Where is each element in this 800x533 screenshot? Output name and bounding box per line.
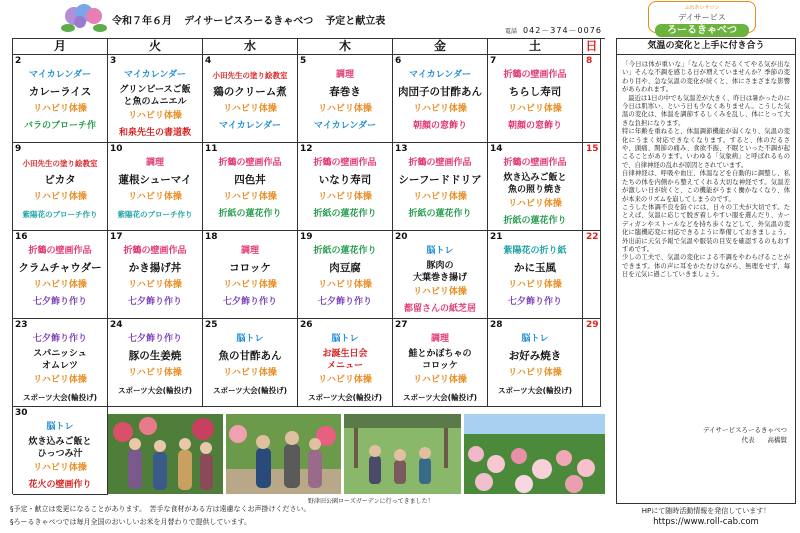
menu-item: 肉豆腐	[329, 262, 361, 274]
activity-item: 折鶴の壁画作品	[313, 158, 377, 168]
weekday-thu: 木	[298, 39, 393, 55]
day-schedule	[203, 155, 297, 223]
website-note: HPにて随時活動情報を発信しています！	[641, 507, 771, 515]
day-cell	[108, 319, 203, 407]
activity-item: 折鶴の壁画作品	[503, 70, 567, 80]
day-schedule	[488, 331, 582, 399]
menu-item: 炊き込みご飯と ひっつみ汁	[28, 437, 92, 459]
day-cell	[298, 231, 393, 319]
weekday-sun: 日	[583, 39, 601, 55]
activity-item: 花火の壁画作り	[28, 480, 92, 490]
phone-value: 042－374－0076	[523, 26, 602, 35]
column-paragraph: 最近は1日の中でも気温差が大きく、昨日は暑かったのに今日は肌寒い、という日も少なくありません。こうした気温の変化は、体温を調節するしくみを乱し、体にとって大きな負担になります。	[622, 94, 790, 127]
menu-item: 春巻き	[329, 86, 361, 98]
page-title	[112, 12, 385, 27]
activity-item: リハビリ体操	[413, 104, 467, 114]
day-number: 10	[110, 144, 123, 154]
day-schedule	[393, 155, 487, 223]
activity-item: 紫陽花のブローチ作り	[117, 210, 193, 219]
logo-line2: ろーるきゃべつ	[655, 24, 749, 37]
weekday-tue: 火	[108, 39, 203, 55]
day-cell	[203, 319, 298, 407]
activity-item: リハビリ体操	[33, 375, 87, 385]
activity-item: マイカレンダー	[409, 70, 471, 80]
column-paragraph: 少しの工夫で、気温の変化による不調をやわらげることができます。体の声に耳をかたむけながら、無理をせず、毎日を元気に過ごしていきましょう。	[622, 254, 790, 279]
weekday-fri: 金	[393, 39, 488, 55]
calendar-week-4	[13, 319, 605, 407]
activity-item: 調理	[430, 334, 449, 344]
day-schedule	[108, 243, 202, 311]
activity-item: リハビリ体操	[128, 111, 182, 121]
day-schedule	[488, 155, 582, 230]
menu-item: 肉団子の甘酢あん	[398, 86, 482, 98]
activity-item: マイカレンダー	[29, 70, 91, 80]
day-schedule	[488, 243, 582, 311]
weekday-mon: 月	[13, 39, 108, 55]
activity-item: 脳トレ	[331, 334, 359, 344]
day-schedule	[13, 331, 107, 406]
activity-item: 都留さんの紙芝居	[403, 304, 476, 314]
activity-item: リハビリ体操	[508, 280, 562, 290]
activity-item: リハビリ体操	[508, 104, 562, 114]
activity-item: 調理	[335, 70, 354, 80]
day-schedule	[298, 155, 392, 223]
day-number: 8	[586, 56, 593, 66]
sunday-cell	[583, 143, 601, 231]
day-cell	[393, 143, 488, 231]
menu-item: 炊き込みご飯と 魚の照り焼き	[503, 173, 567, 195]
day-number: 28	[490, 320, 503, 330]
activity-item: マイカレンダー	[314, 121, 376, 131]
day-schedule	[13, 67, 107, 135]
activity-item: 折紙の蓮花作り	[503, 216, 567, 226]
calendar-week-3	[13, 231, 605, 319]
menu-item: お誕生日会 メニュー	[322, 349, 368, 371]
day-schedule	[298, 67, 392, 135]
day-schedule	[108, 331, 202, 399]
activity-item: リハビリ体操	[318, 104, 372, 114]
menu-item: ちらし寿司	[508, 86, 562, 98]
activity-item: 折紙の蓮花作り	[313, 246, 377, 256]
day-schedule	[108, 67, 202, 142]
day-cell	[13, 55, 108, 143]
activity-item: リハビリ体操	[128, 280, 182, 290]
menu-item: 豚の生姜焼	[128, 350, 182, 362]
menu-item: 鶏のクリーム煮	[213, 86, 287, 98]
day-cell	[298, 319, 393, 407]
day-cell	[298, 143, 393, 231]
day-cell	[488, 319, 583, 407]
hydrangea-icon	[60, 2, 108, 34]
activity-item: リハビリ体操	[413, 375, 467, 385]
photo-strip	[108, 414, 605, 505]
day-number: 18	[205, 232, 218, 242]
sunday-cell	[583, 231, 601, 319]
column-paragraph: 自律神経は、呼吸や血圧、体温などを自動的に調整し、私たちの体を内側から整えてくれる大切な神経です。気温差が激しい日が続くと、この機能がうまく働かなくなり、体が本来のリズムを崩してしまうのです。	[622, 170, 790, 203]
activity-item: リハビリ体操	[318, 375, 372, 385]
activity-item: 和泉先生の書道教	[118, 128, 191, 138]
header	[0, 0, 800, 38]
menu-item: 蓮根シューマイ	[118, 174, 192, 186]
day-cell	[108, 143, 203, 231]
day-cell	[298, 55, 393, 143]
day-cell	[488, 231, 583, 319]
menu-item: カレーライス	[28, 86, 92, 98]
menu-item: シーフードドリア	[398, 174, 482, 186]
day-schedule	[203, 243, 297, 311]
activity-item: 七夕飾り作り	[222, 297, 277, 307]
activity-item: スポーツ大会(輪投げ)	[402, 393, 478, 402]
activity-item: 七夕飾り作り	[127, 297, 182, 307]
column-paragraph: こうした体調不良を防ぐには、日々の工夫が大切です。たとえば、気温に応じて脱ぎ着しやすい服を選んだり、カーディガンやストールなどを持ち歩くなどして、外気温の変化に臨機応変に対応できるように準備しておきましょう。外出前に天気予報で気温や服装の目安を確認するのもおすすめです。	[622, 203, 790, 253]
day-schedule	[393, 243, 487, 318]
column-title: 気温の変化と上手に付き合う	[617, 39, 795, 55]
day-cell	[108, 55, 203, 143]
activity-item: 七夕飾り作り	[317, 297, 372, 307]
activity-item: 脳トレ	[521, 334, 549, 344]
activity-item: 小田先生の塗り絵教室	[22, 159, 98, 168]
photo-caption: 野津田公園ローズガーデンに行ってきました！	[308, 498, 434, 505]
menu-item: スパニッシュ オムレツ	[33, 349, 87, 371]
activity-item: マイカレンダー	[124, 70, 186, 80]
day-schedule	[393, 67, 487, 135]
activity-item: 折紙の蓮花作り	[218, 209, 282, 219]
logo	[648, 1, 756, 36]
website-url[interactable]: https://www.roll-cab.com	[653, 517, 759, 527]
menu-item: 魚の甘酢あん	[218, 350, 282, 362]
calendar-week-1	[13, 55, 605, 143]
day-number: 17	[110, 232, 123, 242]
footer-note-2: §ろーるきゃべつでは毎月全国のおいしいお米を月替わりで提供しています。	[10, 518, 251, 526]
menu-item: コロッケ	[229, 262, 271, 274]
activity-item: 調理	[145, 158, 164, 168]
day-schedule	[203, 331, 297, 399]
day-schedule	[203, 67, 297, 135]
photo-rest-area	[344, 414, 461, 494]
weekday-wed: 水	[203, 39, 298, 55]
day-number: 3	[110, 56, 117, 66]
activity-item: 折鶴の壁画作品	[28, 246, 92, 256]
day-number: 11	[205, 144, 218, 154]
activity-item: リハビリ体操	[413, 287, 467, 297]
activity-item: 折鶴の壁画作品	[503, 158, 567, 168]
footer-notes	[10, 503, 310, 529]
day-cell	[203, 55, 298, 143]
menu-item: 豚肉の 大葉巻き揚げ	[412, 261, 467, 283]
signature-org: デイサービスろーるきゃべつ	[702, 426, 787, 434]
day-number: 16	[15, 232, 28, 242]
day-cell	[13, 319, 108, 407]
activity-item: 脳トレ	[236, 334, 264, 344]
activity-item: 脳トレ	[426, 246, 454, 256]
day-cell	[488, 55, 583, 143]
day-number: 5	[300, 56, 307, 66]
activity-item: 七夕飾り作り	[507, 297, 562, 307]
phone-label: 電話	[505, 28, 518, 35]
photo-rose-garden-group	[108, 414, 223, 494]
title-kind: 予定と献立表	[325, 16, 386, 27]
activity-item: スポーツ大会(輪投げ)	[212, 386, 288, 395]
column-paragraph: 特に年齢を重ねると、体温調節機能が弱くなり、気温の変化にうまく対応できなくなります。すると、体のだるさや、頭痛、関節の痛み、食欲不振、不眠といった不調が起こることがあります。いわゆる「気象病」と呼ばれるもので、自律神経の乱れが原因とされています。	[622, 128, 790, 169]
activity-item: 七夕飾り作り	[32, 334, 87, 344]
day-schedule	[13, 155, 107, 223]
day-schedule	[298, 243, 392, 311]
photo-rose-garden-walk	[226, 414, 341, 494]
activity-item: 朝顔の窓飾り	[507, 121, 562, 131]
activity-item: リハビリ体操	[223, 104, 277, 114]
menu-item: クラムチャウダー	[18, 262, 102, 274]
activity-item: リハビリ体操	[223, 368, 277, 378]
menu-item: ピカタ	[44, 174, 76, 186]
activity-item: 小田先生の塗り絵教室	[212, 71, 288, 80]
day-cell	[203, 143, 298, 231]
day-cell	[203, 231, 298, 319]
menu-item: かに玉風	[514, 262, 556, 274]
activity-item: 朝顔の窓飾り	[412, 121, 467, 131]
menu-item: お好み焼き	[508, 350, 562, 362]
day-cell	[393, 231, 488, 319]
day-number: 9	[15, 144, 22, 154]
column-body	[617, 55, 795, 280]
day-schedule	[488, 67, 582, 135]
day-number: 19	[300, 232, 313, 242]
menu-item: いなり寿司	[318, 174, 372, 186]
day-number: 7	[490, 56, 497, 66]
activity-item: リハビリ体操	[33, 463, 87, 473]
website-info	[616, 506, 796, 528]
day-schedule	[13, 243, 107, 311]
day-number: 20	[395, 232, 408, 242]
day-number: 27	[395, 320, 408, 330]
calendar-weeks	[13, 55, 605, 407]
day-cell	[13, 407, 108, 495]
day-schedule	[108, 155, 202, 223]
activity-item: 折鶴の壁画作品	[218, 158, 282, 168]
activity-item: 折紙の蓮花作り	[313, 209, 377, 219]
day-number: 6	[395, 56, 402, 66]
column-panel	[616, 38, 796, 504]
activity-item: スポーツ大会(輪投げ)	[497, 386, 573, 395]
day-number: 22	[586, 232, 599, 242]
day-number: 2	[15, 56, 22, 66]
day-number: 23	[15, 320, 28, 330]
sunday-cell	[583, 55, 601, 143]
activity-item: リハビリ体操	[223, 192, 277, 202]
activity-item: 紫陽花のブローチ作り	[22, 210, 98, 219]
title-month: 令和７年６月	[112, 16, 172, 27]
activity-item: バラのブローチ作	[23, 121, 96, 131]
day-schedule	[393, 331, 487, 406]
day-schedule	[298, 331, 392, 406]
day-number: 25	[205, 320, 218, 330]
day-number: 14	[490, 144, 503, 154]
day-number: 15	[586, 144, 599, 154]
activity-item: リハビリ体操	[508, 368, 562, 378]
column-signature	[703, 425, 787, 445]
activity-item: リハビリ体操	[128, 368, 182, 378]
activity-item: リハビリ体操	[223, 280, 277, 290]
day-schedule	[13, 419, 107, 494]
menu-item: かき揚げ丼	[128, 262, 182, 274]
activity-item: マイカレンダー	[219, 121, 281, 131]
activity-item: スポーツ大会(輪投げ)	[22, 393, 98, 402]
calendar-week-2	[13, 143, 605, 231]
weekday-header	[13, 39, 605, 55]
day-cell	[108, 231, 203, 319]
day-number: 4	[205, 56, 212, 66]
activity-item: スポーツ大会(輪投げ)	[117, 386, 193, 395]
activity-item: スポーツ大会(輪投げ)	[307, 393, 383, 402]
activity-item: 折鶴の壁画作品	[408, 158, 472, 168]
activity-item: 脳トレ	[46, 422, 74, 432]
activity-item: リハビリ体操	[33, 280, 87, 290]
activity-item: リハビリ体操	[33, 104, 87, 114]
activity-item: リハビリ体操	[33, 192, 87, 202]
activity-item: 調理	[240, 246, 259, 256]
activity-item: 折鶴の壁画作品	[123, 246, 187, 256]
sunday-cell	[583, 319, 601, 407]
activity-item: リハビリ体操	[318, 280, 372, 290]
day-number: 21	[490, 232, 503, 242]
day-number: 12	[300, 144, 313, 154]
activity-item: 紫陽花の折り紙	[503, 246, 567, 256]
day-cell	[393, 319, 488, 407]
photo-rose-field	[464, 414, 605, 494]
day-number: 29	[586, 320, 599, 330]
logo-line1: デイサービス	[678, 13, 726, 22]
weekday-sat: 土	[488, 39, 583, 55]
activity-item: リハビリ体操	[508, 199, 562, 209]
activity-item: 折紙の蓮花作り	[408, 209, 472, 219]
signature-rep: 代表 高橋賢	[741, 436, 787, 444]
day-cell	[393, 55, 488, 143]
logo-tagline: ふれあいサロン	[684, 5, 720, 11]
title-service: デイサービスろーるきゃべつ	[184, 16, 314, 27]
phone-number	[505, 25, 602, 36]
activity-item: 七夕飾り作り	[127, 334, 182, 344]
day-number: 30	[15, 408, 28, 418]
day-number: 13	[395, 144, 408, 154]
menu-item: 鮭とかぼちゃの コロッケ	[408, 349, 472, 371]
day-cell	[13, 143, 108, 231]
menu-item: グリンピースご飯 と魚のムニエル	[119, 85, 191, 107]
activity-item: リハビリ体操	[318, 192, 372, 202]
activity-item: リハビリ体操	[128, 192, 182, 202]
day-number: 26	[300, 320, 313, 330]
day-number: 24	[110, 320, 123, 330]
activity-item: リハビリ体操	[413, 192, 467, 202]
day-cell	[13, 231, 108, 319]
day-cell	[488, 143, 583, 231]
column-paragraph: 「今日は体が重いな」「なんとなくだるくてやる気が出ない」そんな不調を感じる日が増えていませんか？季節の変わり目や、急な気温の変化が続くと、体にさまざまな影響があらわれます。	[622, 61, 790, 94]
footer-note-1: §予定・献立は変更になることがあります。 苦手な食材がある方は遠慮なくお声掛けください。	[10, 505, 311, 513]
activity-item: 七夕飾り作り	[32, 297, 87, 307]
menu-item: 四色丼	[234, 174, 266, 186]
